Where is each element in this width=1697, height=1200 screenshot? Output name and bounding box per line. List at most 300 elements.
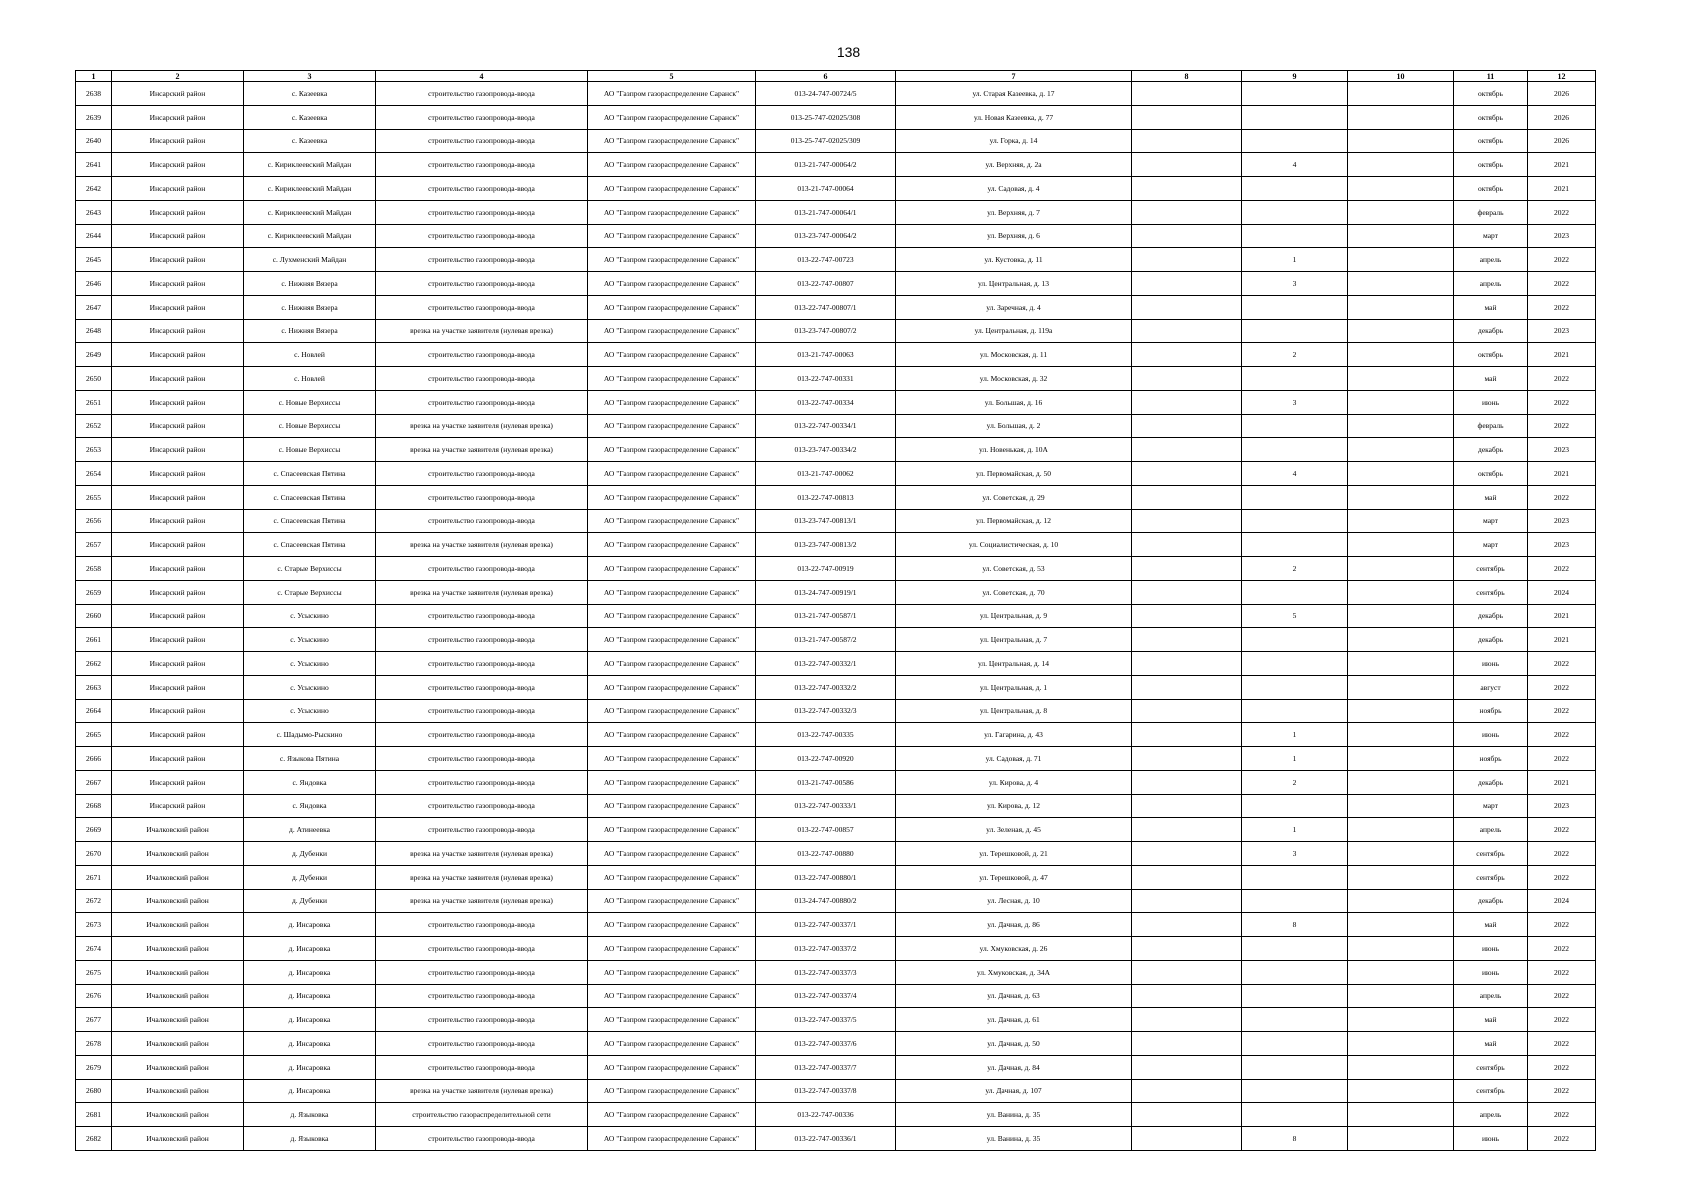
table-cell: 2640 — [76, 129, 112, 153]
table-cell: АО "Газпром газораспределение Саранск" — [588, 248, 756, 272]
table-cell: с. Кириклеевский Майдан — [244, 224, 376, 248]
table-cell: АО "Газпром газораспределение Саранск" — [588, 557, 756, 581]
table-cell: с. Языкова Пятина — [244, 747, 376, 771]
table-cell — [1348, 367, 1454, 391]
table-cell: 8 — [1242, 913, 1348, 937]
table-cell: АО "Газпром газораспределение Саранск" — [588, 390, 756, 414]
table-cell: 2022 — [1528, 295, 1596, 319]
table-cell: 013-22-747-00335 — [756, 723, 896, 747]
table-cell — [1348, 818, 1454, 842]
table-cell: ул. Московская, д. 32 — [896, 367, 1132, 391]
table-cell: 2021 — [1528, 628, 1596, 652]
table-cell: Ичалковский район — [112, 984, 244, 1008]
table-cell — [1132, 462, 1242, 486]
table-cell: 2661 — [76, 628, 112, 652]
table-row — [76, 960, 1596, 984]
table-cell: Инсарский район — [112, 153, 244, 177]
table-cell: д. Инсаровка — [244, 1055, 376, 1079]
table-cell: с. Усыскино — [244, 628, 376, 652]
table-cell — [1132, 913, 1242, 937]
table-row — [76, 1008, 1596, 1032]
table-cell — [1242, 889, 1348, 913]
table-cell — [1348, 960, 1454, 984]
table-cell: 2670 — [76, 842, 112, 866]
table-cell: ул. Центральная, д. 119а — [896, 319, 1132, 343]
table-cell: Ичалковский район — [112, 913, 244, 937]
table-cell — [1132, 628, 1242, 652]
column-header: 1 — [76, 71, 112, 82]
table-cell: врезка на участке заявителя (нулевая врезка) — [376, 842, 588, 866]
table-cell: 013-22-747-00337/7 — [756, 1055, 896, 1079]
table-cell: ул. Дачная, д. 84 — [896, 1055, 1132, 1079]
table-cell: 1 — [1242, 818, 1348, 842]
table-cell: с. Новлей — [244, 343, 376, 367]
table-cell — [1242, 652, 1348, 676]
column-number-row — [76, 71, 1596, 82]
column-header: 9 — [1242, 71, 1348, 82]
table-cell — [1132, 580, 1242, 604]
table-cell: д. Дубенки — [244, 865, 376, 889]
table-cell — [1348, 319, 1454, 343]
table-cell: строительство газопровода-ввода — [376, 390, 588, 414]
table-cell: 013-23-747-00334/2 — [756, 438, 896, 462]
table-cell: строительство газопровода-ввода — [376, 295, 588, 319]
table-cell: 013-22-747-00334 — [756, 390, 896, 414]
table-cell: Инсарский район — [112, 699, 244, 723]
table-cell: Инсарский район — [112, 82, 244, 106]
table-cell: 2022 — [1528, 390, 1596, 414]
table-cell — [1242, 200, 1348, 224]
table-cell — [1132, 960, 1242, 984]
table-cell: д. Инсаровка — [244, 960, 376, 984]
table-cell — [1132, 1127, 1242, 1151]
table-row — [76, 770, 1596, 794]
table-cell — [1348, 628, 1454, 652]
table-cell: ул. Дачная, д. 50 — [896, 1032, 1132, 1056]
table-cell: Ичалковский район — [112, 818, 244, 842]
table-cell — [1132, 842, 1242, 866]
table-cell: врезка на участке заявителя (нулевая врезка) — [376, 1079, 588, 1103]
table-cell: с. Старые Верхиссы — [244, 580, 376, 604]
table-cell — [1348, 889, 1454, 913]
table-cell: ул. Московская, д. 11 — [896, 343, 1132, 367]
table-cell — [1132, 533, 1242, 557]
table-cell: 2650 — [76, 367, 112, 391]
table-cell: ул. Зеленая, д. 45 — [896, 818, 1132, 842]
table-cell: АО "Газпром газораспределение Саранск" — [588, 1032, 756, 1056]
table-cell: 013-22-747-00332/1 — [756, 652, 896, 676]
table-cell — [1348, 723, 1454, 747]
table-cell: Инсарский район — [112, 675, 244, 699]
table-cell: 2022 — [1528, 723, 1596, 747]
table-row — [76, 319, 1596, 343]
table-cell: март — [1454, 533, 1528, 557]
table-cell: 2681 — [76, 1103, 112, 1127]
table-cell: д. Инсаровка — [244, 1008, 376, 1032]
table-cell: 3 — [1242, 390, 1348, 414]
table-cell: 013-21-747-00064/1 — [756, 200, 896, 224]
table-cell: декабрь — [1454, 604, 1528, 628]
table-cell: 013-22-747-00336/1 — [756, 1127, 896, 1151]
table-cell: строительство газопровода-ввода — [376, 367, 588, 391]
table-cell: ул. Дачная, д. 107 — [896, 1079, 1132, 1103]
table-cell: 2638 — [76, 82, 112, 106]
column-header: 2 — [112, 71, 244, 82]
table-cell — [1132, 153, 1242, 177]
table-cell: май — [1454, 913, 1528, 937]
table-cell: АО "Газпром газораспределение Саранск" — [588, 1127, 756, 1151]
table-cell: 2682 — [76, 1127, 112, 1151]
table-cell: строительство газопровода-ввода — [376, 699, 588, 723]
table-cell — [1242, 1008, 1348, 1032]
table-cell: 013-21-747-00064 — [756, 177, 896, 201]
table-row — [76, 1127, 1596, 1151]
table-cell: 1 — [1242, 723, 1348, 747]
table-cell: Ичалковский район — [112, 937, 244, 961]
table-cell: декабрь — [1454, 438, 1528, 462]
table-cell — [1242, 1032, 1348, 1056]
table-cell — [1348, 1103, 1454, 1127]
table-cell: АО "Газпром газораспределение Саранск" — [588, 675, 756, 699]
table-cell — [1348, 913, 1454, 937]
table-cell: 2659 — [76, 580, 112, 604]
table-body — [76, 82, 1596, 1151]
table-cell: Инсарский район — [112, 580, 244, 604]
table-cell: 2021 — [1528, 462, 1596, 486]
table-cell: сентябрь — [1454, 1055, 1528, 1079]
table-cell: АО "Газпром газораспределение Саранск" — [588, 818, 756, 842]
table-cell: 013-21-747-00586 — [756, 770, 896, 794]
table-cell: 2 — [1242, 343, 1348, 367]
table-cell: 013-24-747-00919/1 — [756, 580, 896, 604]
table-cell: 2021 — [1528, 343, 1596, 367]
table-cell — [1242, 628, 1348, 652]
table-cell: Ичалковский район — [112, 865, 244, 889]
table-row — [76, 580, 1596, 604]
table-cell: 2022 — [1528, 818, 1596, 842]
table-cell: 2658 — [76, 557, 112, 581]
table-cell — [1348, 82, 1454, 106]
table-cell — [1242, 177, 1348, 201]
table-cell — [1348, 248, 1454, 272]
table-cell: 013-22-747-00807 — [756, 272, 896, 296]
table-cell: 2671 — [76, 865, 112, 889]
table-cell: ул. Первомайская, д. 12 — [896, 509, 1132, 533]
table-cell: 2023 — [1528, 438, 1596, 462]
table-cell: АО "Газпром газораспределение Саранск" — [588, 842, 756, 866]
table-cell: Ичалковский район — [112, 1103, 244, 1127]
table-cell: 2644 — [76, 224, 112, 248]
table-cell: АО "Газпром газораспределение Саранск" — [588, 1103, 756, 1127]
table-cell: с. Усыскино — [244, 675, 376, 699]
table-cell: август — [1454, 675, 1528, 699]
table-row — [76, 248, 1596, 272]
table-cell — [1348, 604, 1454, 628]
table-cell: октябрь — [1454, 462, 1528, 486]
table-cell: 2662 — [76, 652, 112, 676]
table-cell — [1348, 438, 1454, 462]
table-cell: 013-22-747-00880 — [756, 842, 896, 866]
table-cell: 2022 — [1528, 1055, 1596, 1079]
table-cell: 013-21-747-00064/2 — [756, 153, 896, 177]
table-cell — [1242, 865, 1348, 889]
table-cell: июнь — [1454, 1127, 1528, 1151]
table-cell: 013-22-747-00919 — [756, 557, 896, 581]
table-row — [76, 842, 1596, 866]
table-cell: 2022 — [1528, 984, 1596, 1008]
table-row — [76, 1055, 1596, 1079]
table-cell — [1132, 675, 1242, 699]
table-cell: 013-25-747-02025/308 — [756, 105, 896, 129]
table-cell: ул. Заречная, д. 4 — [896, 295, 1132, 319]
table-cell: 2023 — [1528, 509, 1596, 533]
table-cell: 013-23-747-00813/2 — [756, 533, 896, 557]
table-cell: ул. Дачная, д. 61 — [896, 1008, 1132, 1032]
table-cell: АО "Газпром газораспределение Саранск" — [588, 295, 756, 319]
table-cell: д. Инсаровка — [244, 984, 376, 1008]
table-cell — [1132, 794, 1242, 818]
table-cell — [1242, 105, 1348, 129]
table-cell: 013-21-747-00063 — [756, 343, 896, 367]
table-cell: д. Инсаровка — [244, 1079, 376, 1103]
table-cell — [1242, 319, 1348, 343]
table-cell: с. Новые Верхиссы — [244, 438, 376, 462]
table-cell: АО "Газпром газораспределение Саранск" — [588, 509, 756, 533]
table-cell: строительство газопровода-ввода — [376, 200, 588, 224]
table-row — [76, 699, 1596, 723]
table-cell: ул. Ванина, д. 35 — [896, 1127, 1132, 1151]
table-row — [76, 82, 1596, 106]
table-cell: 2022 — [1528, 1079, 1596, 1103]
table-cell: 013-24-747-00880/2 — [756, 889, 896, 913]
table-cell: с. Новлей — [244, 367, 376, 391]
table-cell: ул. Терешковой, д. 21 — [896, 842, 1132, 866]
table-cell: 2649 — [76, 343, 112, 367]
page-number: 138 — [836, 44, 861, 60]
table-cell: 013-24-747-00724/5 — [756, 82, 896, 106]
table-cell: апрель — [1454, 818, 1528, 842]
table-cell: декабрь — [1454, 628, 1528, 652]
table-cell — [1348, 224, 1454, 248]
table-cell: Инсарский район — [112, 414, 244, 438]
table-cell: 2653 — [76, 438, 112, 462]
table-cell — [1242, 129, 1348, 153]
table-cell: 2022 — [1528, 913, 1596, 937]
column-header: 7 — [896, 71, 1132, 82]
table-cell: 2678 — [76, 1032, 112, 1056]
table-cell: АО "Газпром газораспределение Саранск" — [588, 984, 756, 1008]
table-row — [76, 367, 1596, 391]
table-cell: АО "Газпром газораспределение Саранск" — [588, 438, 756, 462]
table-cell: ул. Первомайская, д. 50 — [896, 462, 1132, 486]
table-cell: 4 — [1242, 153, 1348, 177]
table-cell: 2656 — [76, 509, 112, 533]
table-cell: строительство газопровода-ввода — [376, 675, 588, 699]
table-cell: 2022 — [1528, 1127, 1596, 1151]
table-cell: 2023 — [1528, 319, 1596, 343]
table-cell — [1242, 1079, 1348, 1103]
table-cell: 2026 — [1528, 129, 1596, 153]
table-cell — [1242, 794, 1348, 818]
table-cell: Ичалковский район — [112, 1008, 244, 1032]
table-cell: 1 — [1242, 747, 1348, 771]
table-cell: АО "Газпром газораспределение Саранск" — [588, 343, 756, 367]
table-cell — [1242, 485, 1348, 509]
table-cell: врезка на участке заявителя (нулевая врезка) — [376, 533, 588, 557]
table-cell: Инсарский район — [112, 628, 244, 652]
table-cell: 2657 — [76, 533, 112, 557]
table-cell: ул. Дачная, д. 86 — [896, 913, 1132, 937]
table-cell: АО "Газпром газораспределение Саранск" — [588, 699, 756, 723]
table-cell: 013-22-747-00337/1 — [756, 913, 896, 937]
table-cell: Инсарский район — [112, 794, 244, 818]
table-cell: ноябрь — [1454, 747, 1528, 771]
table-cell — [1348, 699, 1454, 723]
table-cell: 013-22-747-00332/2 — [756, 675, 896, 699]
table-cell: АО "Газпром газораспределение Саранск" — [588, 319, 756, 343]
table-cell: ул. Центральная, д. 1 — [896, 675, 1132, 699]
table-cell — [1132, 248, 1242, 272]
table-cell — [1348, 675, 1454, 699]
table-cell: Инсарский район — [112, 462, 244, 486]
table-cell: строительство газораспределительной сети — [376, 1103, 588, 1127]
table-cell — [1348, 129, 1454, 153]
table-cell: 2022 — [1528, 414, 1596, 438]
table-cell: АО "Газпром газораспределение Саранск" — [588, 865, 756, 889]
table-cell: строительство газопровода-ввода — [376, 177, 588, 201]
table-cell: д. Инсаровка — [244, 913, 376, 937]
table-row — [76, 462, 1596, 486]
table-cell: 2023 — [1528, 794, 1596, 818]
table-cell — [1132, 723, 1242, 747]
table-cell — [1242, 580, 1348, 604]
table-cell: Инсарский район — [112, 652, 244, 676]
table-cell — [1242, 414, 1348, 438]
table-cell: ул. Верхняя, д. 7 — [896, 200, 1132, 224]
table-cell: ул. Дачная, д. 63 — [896, 984, 1132, 1008]
table-cell: 013-25-747-02025/309 — [756, 129, 896, 153]
table-row — [76, 343, 1596, 367]
table-cell: 2680 — [76, 1079, 112, 1103]
table-cell — [1242, 224, 1348, 248]
table-cell: с. Кириклеевский Майдан — [244, 153, 376, 177]
table-cell: с. Новые Верхиссы — [244, 390, 376, 414]
table-cell: АО "Газпром газораспределение Саранск" — [588, 1008, 756, 1032]
table-cell — [1348, 794, 1454, 818]
table-cell: сентябрь — [1454, 842, 1528, 866]
table-cell — [1242, 367, 1348, 391]
table-cell — [1242, 937, 1348, 961]
table-cell: д. Инсаровка — [244, 937, 376, 961]
table-row — [76, 129, 1596, 153]
table-cell — [1242, 960, 1348, 984]
table-cell: строительство газопровода-ввода — [376, 794, 588, 818]
table-cell: апрель — [1454, 1103, 1528, 1127]
table-cell: ул. Центральная, д. 14 — [896, 652, 1132, 676]
table-cell: 2022 — [1528, 200, 1596, 224]
table-cell: строительство газопровода-ввода — [376, 272, 588, 296]
table-cell: с. Спасеевская Пятина — [244, 485, 376, 509]
table-cell: АО "Газпром газораспределение Саранск" — [588, 1055, 756, 1079]
table-cell — [1132, 129, 1242, 153]
table-cell: строительство газопровода-ввода — [376, 248, 588, 272]
table-cell: врезка на участке заявителя (нулевая врезка) — [376, 414, 588, 438]
table-cell: 2673 — [76, 913, 112, 937]
table-cell: 2660 — [76, 604, 112, 628]
column-header: 6 — [756, 71, 896, 82]
table-cell: с. Яндовка — [244, 770, 376, 794]
table-cell — [1348, 390, 1454, 414]
table-cell — [1132, 224, 1242, 248]
table-cell: 1 — [1242, 248, 1348, 272]
table-cell: 2022 — [1528, 272, 1596, 296]
table-cell: ул. Советская, д. 29 — [896, 485, 1132, 509]
table-cell: 2679 — [76, 1055, 112, 1079]
table-row — [76, 509, 1596, 533]
table-cell: ул. Лесная, д. 10 — [896, 889, 1132, 913]
table-row — [76, 485, 1596, 509]
table-cell — [1348, 865, 1454, 889]
table-cell: 2026 — [1528, 105, 1596, 129]
table-cell — [1132, 1055, 1242, 1079]
table-cell: с. Спасеевская Пятина — [244, 533, 376, 557]
table-cell: строительство газопровода-ввода — [376, 1055, 588, 1079]
table-cell: 8 — [1242, 1127, 1348, 1151]
table-cell: ул. Советская, д. 70 — [896, 580, 1132, 604]
table-cell: с. Нижняя Вязера — [244, 319, 376, 343]
table-cell: май — [1454, 1032, 1528, 1056]
table-row — [76, 557, 1596, 581]
table-row — [76, 295, 1596, 319]
table-cell: Ичалковский район — [112, 1055, 244, 1079]
table-cell: ул. Кирова, д. 4 — [896, 770, 1132, 794]
table-cell: ул. Старая Казеевка, д. 17 — [896, 82, 1132, 106]
table-cell: 2648 — [76, 319, 112, 343]
table-cell: с. Казеевка — [244, 129, 376, 153]
table-cell: июнь — [1454, 723, 1528, 747]
table-cell: 013-22-747-00332/3 — [756, 699, 896, 723]
table-cell — [1132, 509, 1242, 533]
table-cell: Инсарский район — [112, 129, 244, 153]
table-cell: 013-21-747-00587/1 — [756, 604, 896, 628]
table-cell: с. Старые Верхиссы — [244, 557, 376, 581]
table-cell — [1132, 1032, 1242, 1056]
table-cell: 013-21-747-00062 — [756, 462, 896, 486]
table-cell: 2643 — [76, 200, 112, 224]
table-row — [76, 390, 1596, 414]
table-cell: Инсарский район — [112, 390, 244, 414]
table-cell: Инсарский район — [112, 224, 244, 248]
table-cell: 5 — [1242, 604, 1348, 628]
table-row — [76, 604, 1596, 628]
table-cell: 013-22-747-00337/3 — [756, 960, 896, 984]
table-cell — [1132, 818, 1242, 842]
table-cell: строительство газопровода-ввода — [376, 984, 588, 1008]
table-cell: октябрь — [1454, 82, 1528, 106]
table-cell — [1348, 200, 1454, 224]
table-row — [76, 747, 1596, 771]
column-header: 11 — [1454, 71, 1528, 82]
table-cell: 013-22-747-00334/1 — [756, 414, 896, 438]
table-cell: Инсарский район — [112, 723, 244, 747]
table-cell: 3 — [1242, 842, 1348, 866]
table-cell: строительство газопровода-ввода — [376, 224, 588, 248]
table-cell: врезка на участке заявителя (нулевая врезка) — [376, 580, 588, 604]
table-cell: 2021 — [1528, 770, 1596, 794]
table-cell: с. Нижняя Вязера — [244, 272, 376, 296]
table-cell: строительство газопровода-ввода — [376, 462, 588, 486]
table-cell: строительство газопровода-ввода — [376, 747, 588, 771]
